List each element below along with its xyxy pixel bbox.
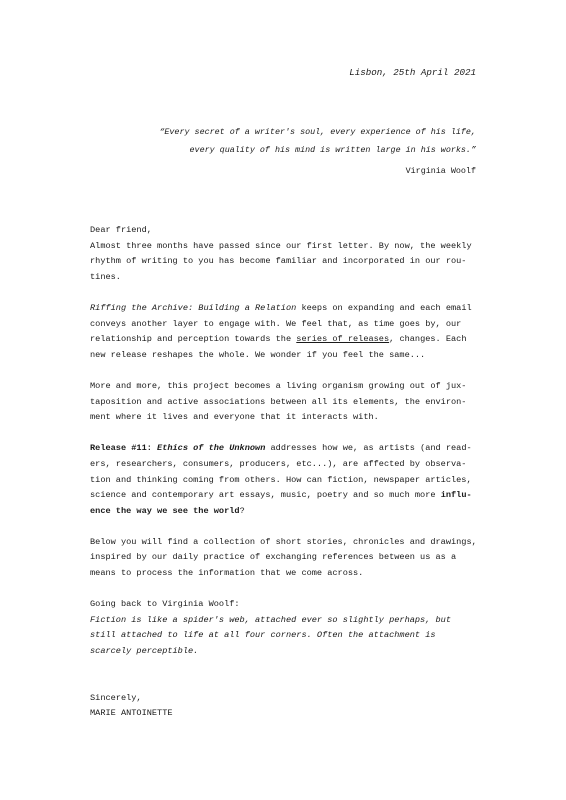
letter-date: Lisbon, 25th April 2021 bbox=[349, 67, 476, 78]
release-title: Ethics of the Unknown bbox=[157, 443, 266, 454]
text-line: tion and thinking coming from others. How can fiction, newspaper articles, bbox=[90, 474, 472, 485]
text-line: conveys another layer to engage with. We feel that, as time goes by, our bbox=[90, 318, 462, 329]
paragraph-riffing bbox=[90, 301, 490, 363]
epigraph-line: “Every secret of a writer's soul, every experience of his life, bbox=[159, 127, 476, 137]
text-line: Below you will find a collection of short stories, chronicles and drawings, bbox=[90, 536, 477, 547]
signoff bbox=[90, 691, 490, 722]
text-fragment: ? bbox=[239, 505, 245, 516]
release-number: Release #11: bbox=[90, 443, 158, 454]
text-fragment: science and contemporary art essays, music, poetry and so much more bbox=[90, 490, 441, 501]
greeting: Dear friend, bbox=[90, 225, 152, 235]
text-fragment: , changes. Each bbox=[389, 334, 467, 345]
paragraph-organism bbox=[90, 379, 490, 426]
series-of-releases-link[interactable]: series of releases bbox=[296, 334, 390, 345]
text-line: More and more, this project becomes a living organism growing out of jux- bbox=[90, 380, 467, 391]
paragraph-collection bbox=[90, 535, 490, 582]
text-line: inspired by our daily practice of exchanging references between us as a bbox=[90, 552, 457, 563]
text-line: tines. bbox=[90, 271, 121, 282]
text-line: Going back to Virginia Woolf: bbox=[90, 599, 240, 610]
emphasis-text: ence the way we see the world bbox=[90, 505, 240, 516]
text-fragment: relationship and perception towards the bbox=[90, 334, 297, 345]
text-line bbox=[90, 504, 490, 520]
text-line: means to process the information that we come across. bbox=[90, 568, 364, 579]
text-line: Almost three months have passed since our first letter. By now, the weekly bbox=[90, 240, 472, 251]
text-line: rhythm of writing to you has become familiar and incorporated in our rou- bbox=[90, 256, 467, 267]
text-line bbox=[90, 301, 490, 317]
closing: Sincerely, bbox=[90, 692, 142, 703]
text-line: taposition and active associations between all its elements, the environ- bbox=[90, 396, 467, 407]
paragraph-woolf bbox=[90, 597, 490, 659]
woolf-quote-line: scarcely perceptible. bbox=[90, 646, 199, 657]
paragraph-release bbox=[90, 441, 490, 519]
emphasis-text: influ- bbox=[440, 490, 472, 501]
text-fragment: addresses how we, as artists (and read- bbox=[265, 443, 472, 454]
letter-body bbox=[90, 223, 490, 722]
text-line bbox=[90, 488, 490, 504]
text-line bbox=[90, 441, 490, 457]
project-title: Riffing the Archive: Building a Relation bbox=[90, 302, 297, 313]
text-line: new release reshapes the whole. We wonder if you feel the same... bbox=[90, 349, 426, 360]
epigraph-quote bbox=[159, 123, 476, 159]
woolf-quote-line: still attached to life at all four corners. Often the attachment is bbox=[90, 630, 436, 641]
paragraph-intro bbox=[90, 239, 490, 286]
signature: MARIE ANTOINETTE bbox=[90, 708, 173, 719]
text-fragment: keeps on expanding and each email bbox=[296, 302, 472, 313]
text-line bbox=[90, 332, 490, 348]
woolf-quote-line: Fiction is like a spider's web, attached ever so slightly perhaps, but bbox=[90, 614, 451, 625]
text-line: ers, researchers, consumers, producers, etc...), are affected by observa- bbox=[90, 458, 467, 469]
epigraph-author: Virginia Woolf bbox=[405, 166, 476, 176]
epigraph-line: every quality of his mind is written large in his works.” bbox=[189, 145, 476, 155]
text-line: ment where it lives and everyone that it interacts with. bbox=[90, 412, 379, 423]
